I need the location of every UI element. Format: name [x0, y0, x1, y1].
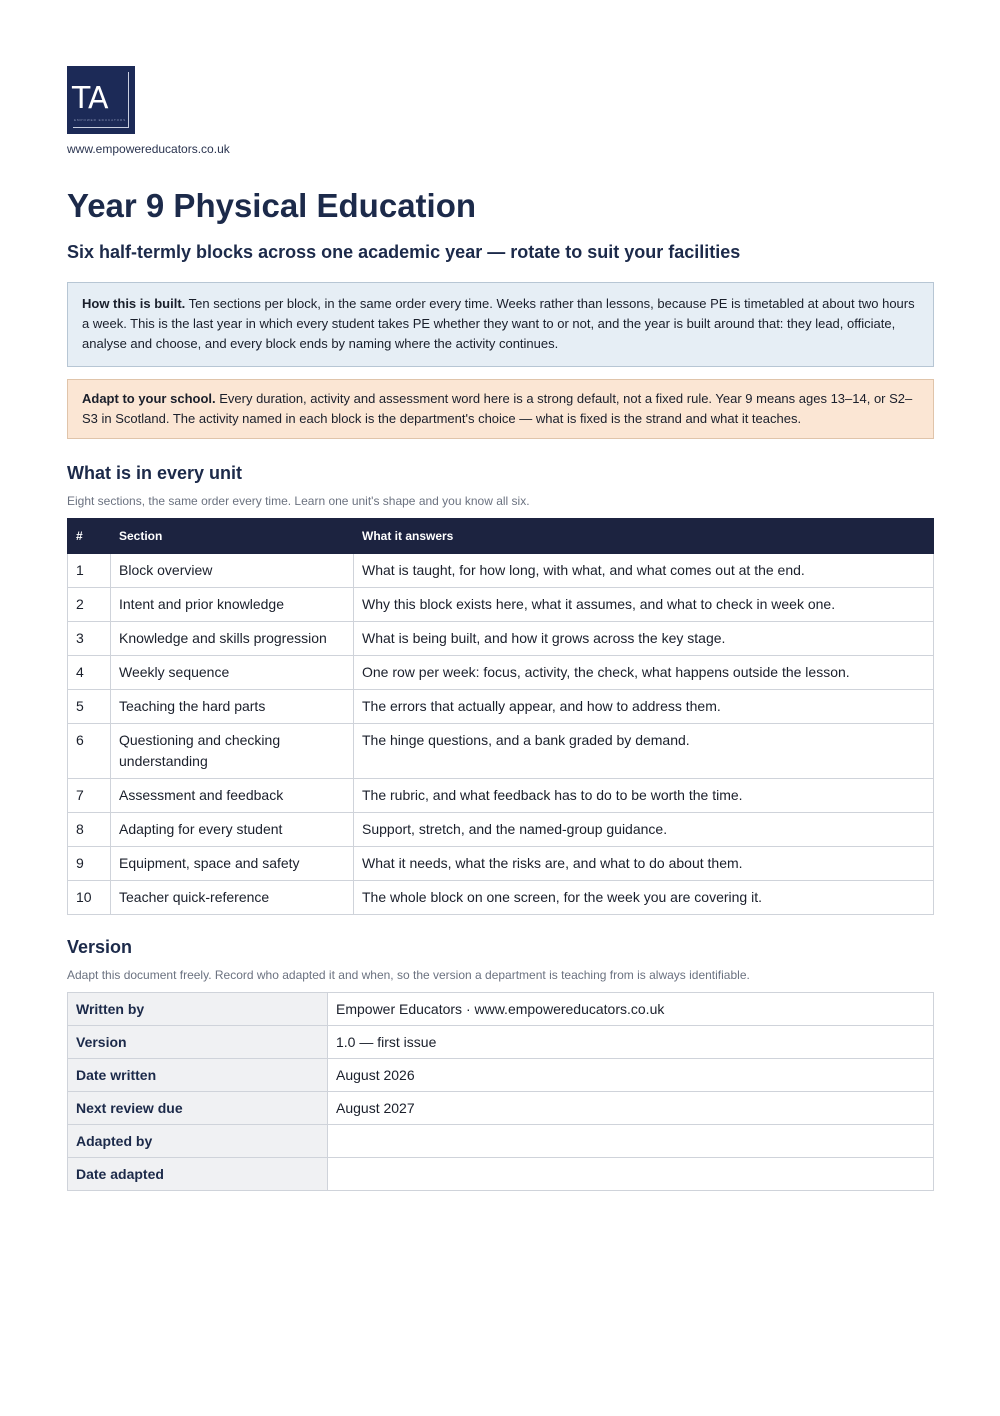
table-row: [68, 724, 934, 779]
version-row: [68, 1158, 934, 1191]
adapt-callout: [67, 379, 934, 439]
version-key: Written by: [68, 993, 328, 1026]
row-number: 3: [68, 622, 111, 656]
version-row: [68, 1125, 934, 1158]
how-built-text: Ten sections per block, in the same order every time. Weeks rather than lessons, because PE is timetabled at about two hours a week. This is the last year in which every student takes PE whether they want to or not, and the year is built around that: they lead, officiate, analyse and choose, and every block ends by naming where the activity continues.: [82, 296, 915, 351]
row-section: Questioning and checking understanding: [111, 724, 354, 779]
row-answer: The rubric, and what feedback has to do to be worth the time.: [354, 779, 934, 813]
units-note: Eight sections, the same order every time. Learn one unit's shape and you know all six.: [67, 494, 530, 508]
adapt-text: Every duration, activity and assessment word here is a strong default, not a fixed rule. Year 9 means ages 13–14, or S2–S3 in Scotland. The activity named in each block is the department's choice — what is fixed is the strand and what it teaches.: [82, 391, 913, 426]
row-section: Teaching the hard parts: [111, 690, 354, 724]
logo: [67, 66, 135, 134]
row-answer: Why this block exists here, what it assumes, and what to check in week one.: [354, 588, 934, 622]
column-header-answers: What it answers: [354, 519, 934, 554]
version-note: Adapt this document freely. Record who adapted it and when, so the version a department is teaching from is always identifiable.: [67, 968, 750, 982]
how-built-label: How this is built.: [82, 296, 186, 311]
version-table: [67, 992, 934, 1191]
logo-subtext: EMPOWER EDUCATORS: [74, 118, 126, 122]
version-value: [328, 1158, 934, 1191]
version-key: Version: [68, 1026, 328, 1059]
column-header-number: #: [68, 519, 111, 554]
version-key: Adapted by: [68, 1125, 328, 1158]
row-number: 9: [68, 847, 111, 881]
row-section: Weekly sequence: [111, 656, 354, 690]
row-number: 1: [68, 554, 111, 588]
row-section: Intent and prior knowledge: [111, 588, 354, 622]
table-row: [68, 847, 934, 881]
column-header-section: Section: [111, 519, 354, 554]
table-row: [68, 881, 934, 915]
row-number: 4: [68, 656, 111, 690]
table-row: [68, 622, 934, 656]
row-answer: What it needs, what the risks are, and what to do about them.: [354, 847, 934, 881]
table-row: [68, 554, 934, 588]
row-section: Teacher quick-reference: [111, 881, 354, 915]
version-value: August 2026: [328, 1059, 934, 1092]
table-row: [68, 813, 934, 847]
version-key: Date written: [68, 1059, 328, 1092]
row-number: 5: [68, 690, 111, 724]
row-number: 2: [68, 588, 111, 622]
page-subtitle: Six half-termly blocks across one academic year — rotate to suit your facilities: [67, 242, 741, 262]
row-answer: What is taught, for how long, with what, and what comes out at the end.: [354, 554, 934, 588]
units-heading: What is in every unit: [67, 463, 243, 483]
row-answer: The hinge questions, and a bank graded by demand.: [354, 724, 934, 779]
row-answer: The whole block on one screen, for the week you are covering it.: [354, 881, 934, 915]
version-row: [68, 1092, 934, 1125]
row-section: Equipment, space and safety: [111, 847, 354, 881]
row-section: Adapting for every student: [111, 813, 354, 847]
row-section: Assessment and feedback: [111, 779, 354, 813]
version-value: 1.0 — first issue: [328, 1026, 934, 1059]
row-answer: What is being built, and how it grows across the key stage.: [354, 622, 934, 656]
units-table: [67, 518, 934, 915]
page-title: Year 9 Physical Education: [67, 187, 477, 224]
how-built-callout: [67, 282, 934, 367]
table-row: [68, 690, 934, 724]
units-header-row: [68, 519, 934, 554]
table-row: [68, 588, 934, 622]
version-key: Date adapted: [68, 1158, 328, 1191]
logo-text: TA: [72, 81, 109, 116]
row-number: 7: [68, 779, 111, 813]
version-heading: Version: [67, 937, 133, 957]
version-value: Empower Educators · www.empowereducators.co.uk: [328, 993, 934, 1026]
document-page: [67, 66, 934, 1191]
table-row: [68, 656, 934, 690]
version-row: [68, 1026, 934, 1059]
adapt-label: Adapt to your school.: [82, 391, 216, 406]
version-value: [328, 1125, 934, 1158]
row-section: Knowledge and skills progression: [111, 622, 354, 656]
version-key: Next review due: [68, 1092, 328, 1125]
table-row: [68, 779, 934, 813]
version-row: [68, 993, 934, 1026]
site-url: www.empowereducators.co.uk: [67, 142, 230, 156]
row-answer: Support, stretch, and the named-group guidance.: [354, 813, 934, 847]
version-row: [68, 1059, 934, 1092]
row-number: 8: [68, 813, 111, 847]
row-number: 6: [68, 724, 111, 779]
version-value: August 2027: [328, 1092, 934, 1125]
row-answer: One row per week: focus, activity, the check, what happens outside the lesson.: [354, 656, 934, 690]
row-answer: The errors that actually appear, and how to address them.: [354, 690, 934, 724]
row-section: Block overview: [111, 554, 354, 588]
row-number: 10: [68, 881, 111, 915]
